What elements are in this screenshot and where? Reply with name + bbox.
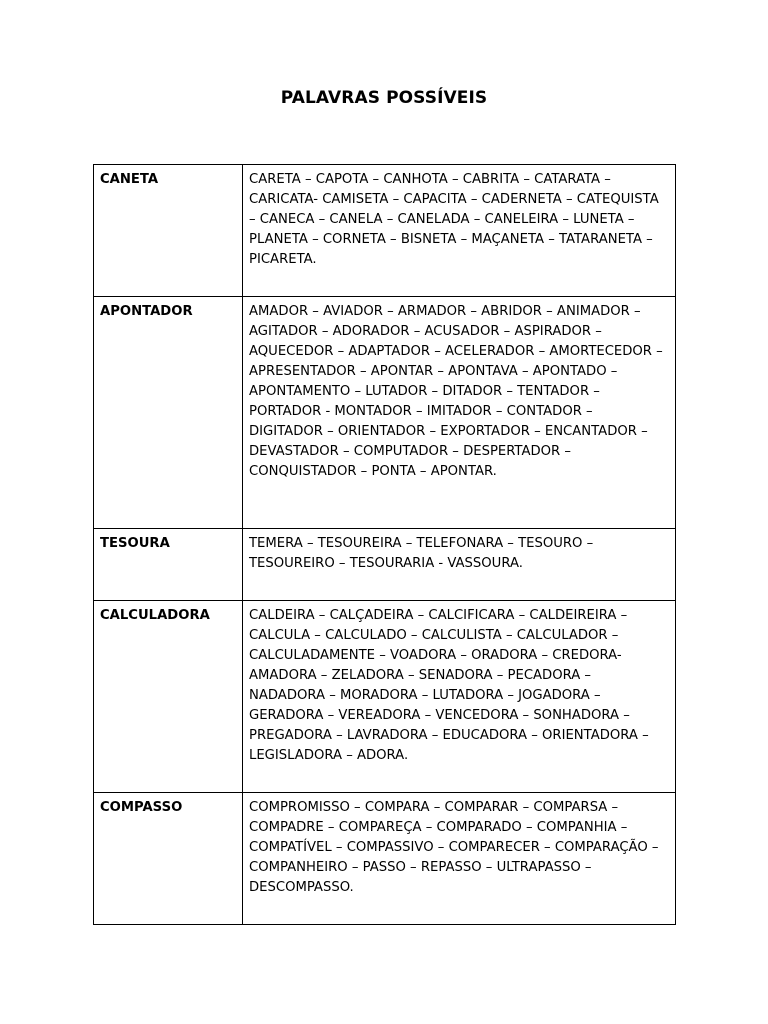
- table-row: [94, 165, 676, 297]
- possible-words-cell: CARETA – CAPOTA – CANHOTA – CABRITA – CATARATA – CARICATA- CAMISETA – CAPACITA – CADERNETA – CATEQUISTA – CANECA – CANELA – CANELADA – CANELEIRA – LUNETA – PLANETA – CORNETA – BISNETA – MAÇANETA – TATARANETA – PICARETA.: [243, 165, 676, 297]
- table-row: [94, 529, 676, 601]
- table-row: [94, 601, 676, 793]
- words-table: [93, 164, 676, 925]
- base-word-cell: TESOURA: [94, 529, 243, 601]
- base-word-cell: COMPASSO: [94, 793, 243, 925]
- page-title: PALAVRAS POSSÍVEIS: [280, 88, 488, 108]
- possible-words-cell: COMPROMISSO – COMPARA – COMPARAR – COMPARSA – COMPADRE – COMPAREÇA – COMPARADO – COMPANHIA – COMPATÍVEL – COMPASSIVO – COMPARECER – COMPARAÇÃO – COMPANHEIRO – PASSO – REPASSO – ULTRAPASSO – DESCOMPASSO.: [243, 793, 676, 925]
- possible-words-cell: CALDEIRA – CALÇADEIRA – CALCIFICARA – CALDEIREIRA – CALCULA – CALCULADO – CALCULISTA – CALCULADOR – CALCULADAMENTE – VOADORA – ORADORA – CREDORA- AMADORA – ZELADORA – SENADORA – PECADORA – NADADORA – MORADORA – LUTADORA – JOGADORA – GERADORA – VEREADORA – VENCEDORA – SONHADORA – PREGADORA – LAVRADORA – EDUCADORA – ORIENTADORA – LEGISLADORA – ADORA.: [243, 601, 676, 793]
- base-word-cell: APONTADOR: [94, 297, 243, 529]
- possible-words-cell: TEMERA – TESOUREIRA – TELEFONARA – TESOURO – TESOUREIRO – TESOURARIA - VASSOURA.: [243, 529, 676, 601]
- base-word-cell: CALCULADORA: [94, 601, 243, 793]
- base-word-cell: CANETA: [94, 165, 243, 297]
- table-row: [94, 297, 676, 529]
- possible-words-cell: AMADOR – AVIADOR – ARMADOR – ABRIDOR – ANIMADOR – AGITADOR – ADORADOR – ACUSADOR – ASPIRADOR – AQUECEDOR – ADAPTADOR – ACELERADOR – AMORTECEDOR – APRESENTADOR – APONTAR – APONTAVA – APONTADO – APONTAMENTO – LUTADOR – DITADOR – TENTADOR – PORTADOR - MONTADOR – IMITADOR – CONTADOR – DIGITADOR – ORIENTADOR – EXPORTADOR – ENCANTADOR – DEVASTADOR – COMPUTADOR – DESPERTADOR – CONQUISTADOR – PONTA – APONTAR.: [243, 297, 676, 529]
- table-row: [94, 793, 676, 925]
